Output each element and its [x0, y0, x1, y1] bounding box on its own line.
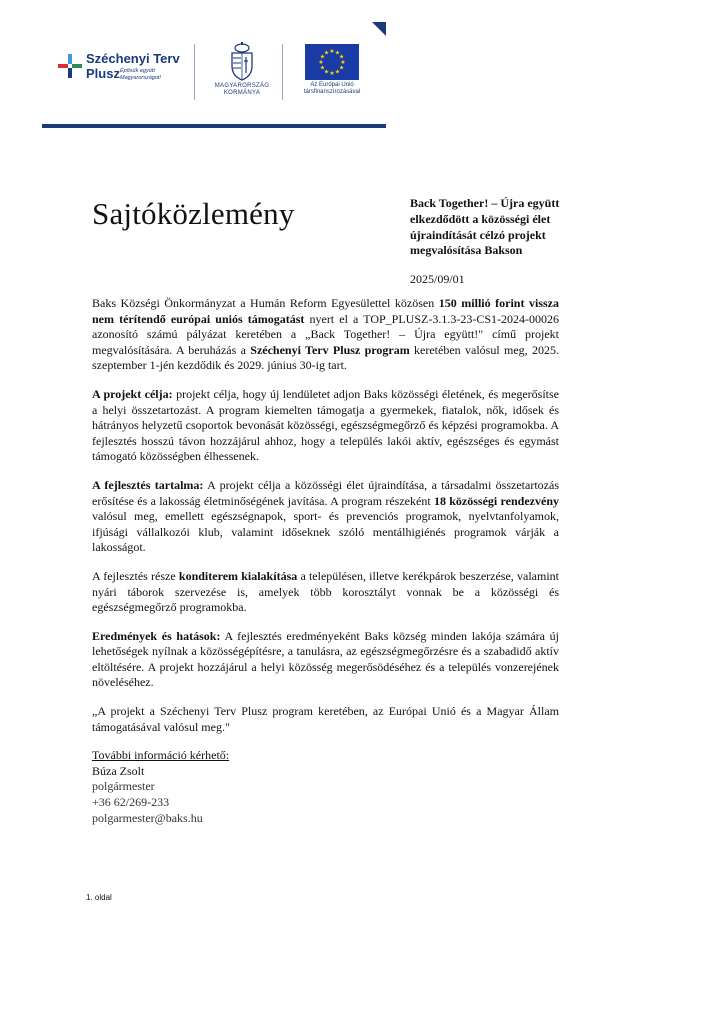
banner-bottom-line — [42, 124, 386, 128]
eu-line-1: Az Európai Unió — [310, 82, 354, 88]
szechenyi-cross-icon — [58, 54, 82, 78]
press-headline: Back Together! – Újra együtt elkezdődött a közösségi élet újraindítását célzó projekt megvalósítása Bakson — [410, 196, 560, 258]
eu-logo — [290, 44, 374, 104]
szechenyi-title-line2: Plusz — [86, 66, 120, 81]
eu-star-icon: ★ — [319, 65, 326, 72]
contact-heading: További információ kérhető: — [92, 748, 230, 763]
eu-star-icon: ★ — [338, 65, 345, 72]
eu-star-icon: ★ — [338, 54, 345, 61]
eu-flag-icon — [305, 44, 359, 80]
document-title: Sajtóközlemény — [92, 196, 295, 231]
page-number: 1. oldal — [86, 893, 112, 902]
gov-line-1: MAGYARORSZÁG — [214, 83, 270, 89]
logo-separator — [194, 44, 195, 100]
contact-role: polgármester — [92, 779, 155, 794]
government-text — [206, 83, 278, 97]
eu-star-icon: ★ — [323, 50, 330, 57]
project-goal-paragraph: A projekt célja: projekt célja, hogy új lendületet adjon Baks közösségi életének, és megerősítse a helyi összetartozást. A program kiemelten támogatja a gyermekek, fiatalok, nők, idősek és hátrányos helyzetű csoportok bevonását közösségi, egészségmegőrző és képzési programokba. A fejlesztés hosszú távon hozzájárul ahhoz, hogy a település lakói aktív, egészséges és egymást támogató közösségben élhessenek. — [92, 386, 559, 464]
eu-star-icon: ★ — [340, 60, 346, 66]
press-release-body — [92, 296, 559, 826]
eu-star-icon: ★ — [329, 71, 335, 77]
eu-star-icon: ★ — [323, 69, 330, 76]
contact-phone: +36 62/269-233 — [92, 795, 170, 810]
szechenyi-slogan — [120, 68, 180, 82]
eu-star-icon: ★ — [318, 60, 324, 66]
release-date: 2025/09/01 — [410, 272, 465, 286]
results-paragraph: Eredmények és hatások: A fejlesztés eredményeként Baks község minden lakója számára új lehetőségek nyílnak a közösségépítésre, a tanulásra, az egészségmegőrzésre és a szabadidő aktív eltöltésére. A projekt hozzájárul a helyi közösség megerősödéséhez és a település vonzerejének növeléséhez. — [92, 628, 559, 690]
gov-line-2: KORMÁNYA — [223, 90, 261, 96]
eu-star-icon: ★ — [334, 69, 341, 76]
slogan-line-2: Magyarországot! — [120, 75, 161, 81]
contact-email: polgarmester@baks.hu — [92, 810, 203, 825]
eu-star-icon: ★ — [334, 50, 341, 57]
eu-line-2: társfinanszírozásával — [303, 89, 361, 95]
coat-of-arms-icon — [229, 42, 255, 82]
contact-block — [92, 748, 559, 826]
eu-star-icon: ★ — [319, 54, 326, 61]
banner-corner-decoration — [372, 22, 386, 36]
quote-paragraph: „A projekt a Széchenyi Terv Plusz program keretében, az Európai Unió és a Magyar Állam támogatásával valósul meg." — [92, 704, 559, 734]
contact-name: Búza Zsolt — [92, 763, 145, 778]
eu-star-icon: ★ — [329, 49, 335, 55]
logo-separator — [282, 44, 283, 100]
development-content-paragraph: A fejlesztés tartalma: A projekt célja a közösségi élet újraindítása, a társadalmi összetartozás erősítése és a lakosság életminőségének javítása. A program részeként 18 közösségi rendezvény valósul meg, emellett egészségnapok, sport- és prevenciós programok, nyelvtanfolyamok, ifjúsági vállalkozói klub, valamint időseknek szóló mentálhigiénés programok várják a lakosságot. — [92, 477, 559, 555]
szechenyi-terv-plusz-logo — [58, 50, 188, 102]
gym-paragraph: A fejlesztés része konditerem kialakítása a településen, illetve kerékpárok beszerzése, valamint nyári táborok szervezése is, amelyek több korosztályt vonnak be a közösségi és egészségmegőrző programokba. — [92, 568, 559, 615]
slogan-line-1: Építsük együtt — [120, 68, 155, 74]
szechenyi-title-line1: Széchenyi Terv — [86, 51, 180, 66]
eu-text — [290, 82, 374, 96]
intro-paragraph: Baks Községi Önkormányzat a Humán Reform Egyesülettel közösen 150 millió forint vissza nem térítendő európai uniós támogatást nyert el a TOP_PLUSZ-3.1.3-23-CS1-2024-00026 azonosító számú pályázat keretében a „Back Together! – Újra együtt!" című projekt megvalósítására. A beruházás a Széchenyi Terv Plusz program keretében valósul meg, 2025. szeptember 1-jén kezdődik és 2029. június 30-ig tart. — [92, 296, 559, 373]
magyarorszag-kormanya-logo — [206, 42, 278, 106]
